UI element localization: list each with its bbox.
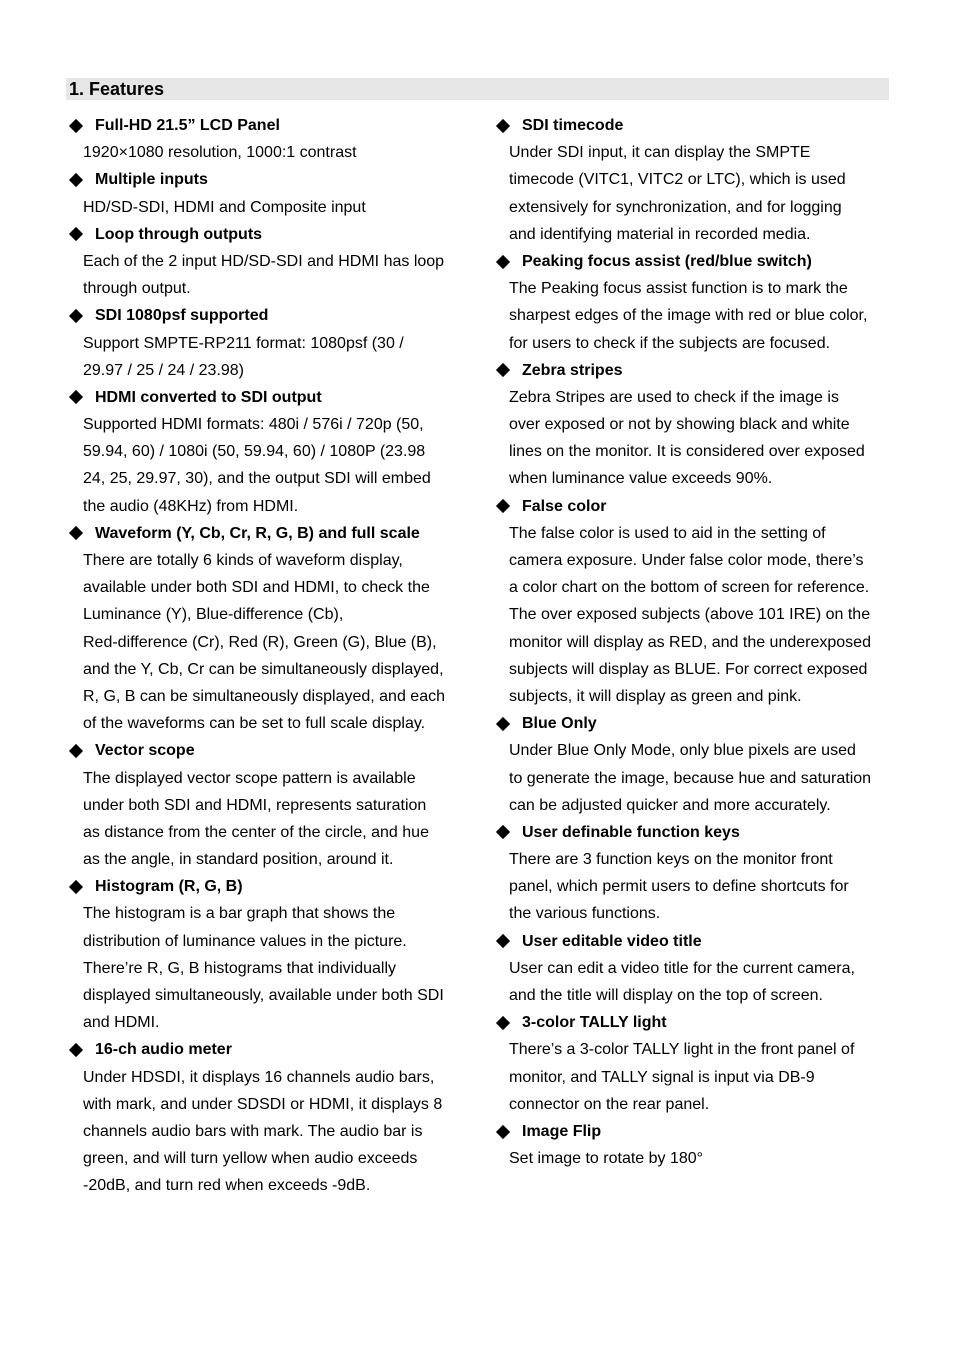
feature-item-loop-through-outputs [68, 221, 468, 303]
feature-title-text: Blue Only [522, 715, 597, 733]
feature-title [495, 248, 895, 275]
feature-item-user-editable-video-title [495, 928, 895, 1010]
feature-description-line: There are 3 function keys on the monitor front [509, 851, 833, 869]
feature-title-text: Zebra stripes [522, 361, 623, 379]
feature-description-line: and the title will display on the top of screen. [509, 987, 823, 1004]
feature-title [495, 112, 895, 139]
feature-item-full-hd-21-5-lcd-panel [68, 112, 468, 166]
feature-description-line: Under Blue Only Mode, only blue pixels are used [509, 742, 856, 760]
feature-title [68, 112, 468, 139]
feature-description-line: subjects, it will display as green and pink. [509, 687, 802, 705]
feature-item-hdmi-converted-to-sdi-output [68, 384, 468, 520]
feature-title [495, 928, 895, 955]
feature-description-line: Under HDSDI, it displays 16 channels audio bars, [83, 1068, 435, 1086]
feature-description-line: The displayed vector scope pattern is available [83, 769, 416, 787]
feature-description-line: green, and will turn yellow when audio exceeds [83, 1150, 418, 1168]
feature-title-text: Histogram (R, G, B) [95, 878, 243, 896]
feature-description-line: displayed simultaneously, available under both SDI [83, 987, 444, 1004]
diamond-bullet-icon [69, 119, 83, 133]
feature-description-line: The Peaking focus assist function is to mark the [509, 280, 848, 298]
feature-item-16-ch-audio-meter [68, 1036, 468, 1199]
feature-description-line: of the waveforms can be set to full scale display. [83, 715, 426, 733]
feature-title [495, 819, 895, 846]
feature-description-line: can be adjusted quicker and more accurately. [509, 796, 831, 814]
feature-description-line: lines on the monitor. It is considered over exposed [509, 443, 865, 461]
feature-description-line: under both SDI and HDMI, represents saturation [83, 796, 427, 814]
feature-title-text: User definable function keys [522, 823, 740, 841]
feature-title-text: 16-ch audio meter [95, 1041, 232, 1059]
feature-description-line: timecode (VITC1, VITC2 or LTC), which is used [509, 171, 846, 189]
feature-description-line: and HDMI. [83, 1014, 160, 1032]
feature-description-line: sharpest edges of the image with red or blue color, [509, 307, 868, 325]
feature-description-line: when luminance value exceeds 90%. [509, 470, 773, 488]
feature-description-line: Each of the 2 input HD/SD-SDI and HDMI has loop [83, 252, 445, 270]
feature-description-line: Set image to rotate by 180° [509, 1150, 704, 1168]
feature-item-blue-only [495, 710, 895, 819]
feature-title [495, 1009, 895, 1036]
feature-title-text: Multiple inputs [95, 171, 208, 189]
feature-description-line: the various functions. [509, 905, 661, 923]
diamond-bullet-icon [69, 390, 83, 404]
feature-description-line: The over exposed subjects (above 101 IRE) on the [509, 606, 871, 624]
diamond-bullet-icon [496, 119, 510, 133]
features-right-column [495, 112, 895, 1172]
diamond-bullet-icon [496, 825, 510, 839]
diamond-bullet-icon [496, 363, 510, 377]
diamond-bullet-icon [69, 526, 83, 540]
feature-item-multiple-inputs [68, 166, 468, 220]
feature-title-text: Waveform (Y, Cb, Cr, R, G, B) and full scale [95, 524, 420, 542]
feature-description-line: The false color is used to aid in the setting of [509, 524, 826, 542]
diamond-bullet-icon [69, 309, 83, 323]
feature-description-line: Support SMPTE-RP211 format: 1080psf (30 / [83, 334, 404, 352]
feature-title [68, 384, 468, 411]
feature-description-line: Zebra Stripes are used to check if the image is [509, 388, 839, 406]
feature-description-line: 24, 25, 29.97, 30), and the output SDI will embed [83, 470, 431, 488]
feature-description-line: connector on the rear panel. [509, 1095, 710, 1113]
feature-title-text: False color [522, 497, 607, 515]
feature-item-image-flip [495, 1118, 895, 1172]
feature-title-text: Loop through outputs [95, 225, 263, 243]
feature-title [68, 1036, 468, 1063]
feature-item-sdi-1080psf-supported [68, 302, 468, 384]
feature-description-line: available under both SDI and HDMI, to check the [83, 579, 430, 597]
feature-description-line: Supported HDMI formats: 480i / 576i / 720p (50, [83, 416, 424, 434]
feature-description-line: There are totally 6 kinds of waveform display, [83, 552, 403, 569]
feature-description-line: with mark, and under SDSDI or HDMI, it displays 8 [83, 1095, 443, 1113]
feature-title [495, 1118, 895, 1145]
feature-title [68, 520, 468, 547]
feature-item-waveform-y-cb-cr-r-g-b-and-full-scale [68, 520, 468, 738]
feature-description-line: 1920×1080 resolution, 1000:1 contrast [83, 144, 357, 162]
feature-description-line: HD/SD-SDI, HDMI and Composite input [83, 198, 366, 216]
feature-description-line: panel, which permit users to define shortcuts for [509, 878, 849, 896]
feature-title [68, 302, 468, 329]
diamond-bullet-icon [496, 717, 510, 731]
feature-description-line: distribution of luminance values in the picture. [83, 932, 407, 950]
feature-description-line: 29.97 / 25 / 24 / 23.98) [83, 361, 245, 379]
feature-title [68, 873, 468, 900]
feature-description-line: monitor, and TALLY signal is input via DB-9 [509, 1068, 815, 1086]
feature-item-histogram-r-g-b [68, 873, 468, 1036]
feature-description-line: and the Y, Cb, Cr can be simultaneously displayed, [83, 660, 444, 678]
feature-description-line: There’s a 3-color TALLY light in the front panel of [509, 1041, 855, 1059]
feature-item-zebra-stripes [495, 357, 895, 493]
feature-title-text: SDI timecode [522, 117, 624, 134]
feature-description-line: extensively for synchronization, and for logging [509, 198, 842, 216]
feature-description-line: R, G, B can be simultaneously displayed, and each [83, 687, 445, 705]
feature-description-line: as the angle, in standard position, around it. [83, 851, 394, 869]
feature-description-line: monitor will display as RED, and the underexposed [509, 633, 871, 651]
feature-title [68, 221, 468, 248]
feature-title-text: Full-HD 21.5” LCD Panel [95, 117, 280, 134]
feature-item-peaking-focus-assist-red-blue-switch [495, 248, 895, 357]
feature-item-vector-scope [68, 737, 468, 873]
feature-description-line: 59.94, 60) / 1080i (50, 59.94, 60) / 1080P (23.98 [83, 443, 426, 461]
feature-item-3-color-tally-light [495, 1009, 895, 1118]
feature-description-line: and identifying material in recorded media. [509, 225, 811, 243]
feature-description-line: Under SDI input, it can display the SMPTE [509, 144, 811, 162]
feature-description-line: through output. [83, 280, 191, 298]
feature-title [68, 737, 468, 764]
feature-title-text: SDI 1080psf supported [95, 307, 269, 325]
feature-description-line: User can edit a video title for the current camera, [509, 959, 855, 977]
feature-description-line: subjects will display as BLUE. For correct exposed [509, 660, 868, 678]
feature-item-sdi-timecode [495, 112, 895, 248]
feature-description-line: over exposed or not by showing black and white [509, 416, 850, 434]
diamond-bullet-icon [69, 1043, 83, 1057]
diamond-bullet-icon [496, 1124, 510, 1138]
feature-description-line: to generate the image, because hue and saturation [509, 769, 872, 787]
feature-title-text: 3-color TALLY light [522, 1014, 667, 1032]
feature-title-text: HDMI converted to SDI output [95, 388, 322, 406]
section-title: 1. Features [66, 78, 889, 100]
features-left-column [68, 112, 468, 1200]
diamond-bullet-icon [496, 1016, 510, 1030]
feature-title [495, 357, 895, 384]
feature-title-text: Image Flip [522, 1122, 602, 1140]
diamond-bullet-icon [69, 227, 83, 241]
diamond-bullet-icon [69, 744, 83, 758]
feature-description-line: camera exposure. Under false color mode, there’s [509, 552, 864, 569]
feature-title [68, 166, 468, 193]
feature-description-line: Luminance (Y), Blue-difference (Cb), [83, 606, 344, 624]
feature-description-line: Red-difference (Cr), Red (R), Green (G), Blue (B), [83, 633, 437, 651]
feature-title [495, 493, 895, 520]
feature-description-line: the audio (48KHz) from HDMI. [83, 497, 299, 515]
feature-description-line: channels audio bars with mark. The audio bar is [83, 1122, 423, 1140]
feature-title-text: Vector scope [95, 742, 195, 760]
feature-description-line: There’re R, G, B histograms that individually [83, 959, 397, 977]
diamond-bullet-icon [496, 254, 510, 268]
diamond-bullet-icon [496, 934, 510, 948]
feature-description-line: -20dB, and turn red when exceeds -9dB. [83, 1177, 371, 1195]
feature-description-line: a color chart on the bottom of screen for reference. [509, 579, 870, 597]
feature-title-text: User editable video title [522, 932, 702, 950]
diamond-bullet-icon [496, 499, 510, 513]
feature-item-user-definable-function-keys [495, 819, 895, 928]
diamond-bullet-icon [69, 880, 83, 894]
diamond-bullet-icon [69, 173, 83, 187]
feature-title-text: Peaking focus assist (red/blue switch) [522, 252, 812, 270]
feature-description-line: for users to check if the subjects are focused. [509, 334, 831, 352]
feature-title [495, 710, 895, 737]
feature-description-line: as distance from the center of the circle, and hue [83, 823, 429, 841]
feature-item-false-color [495, 493, 895, 711]
feature-description-line: The histogram is a bar graph that shows the [83, 905, 396, 923]
